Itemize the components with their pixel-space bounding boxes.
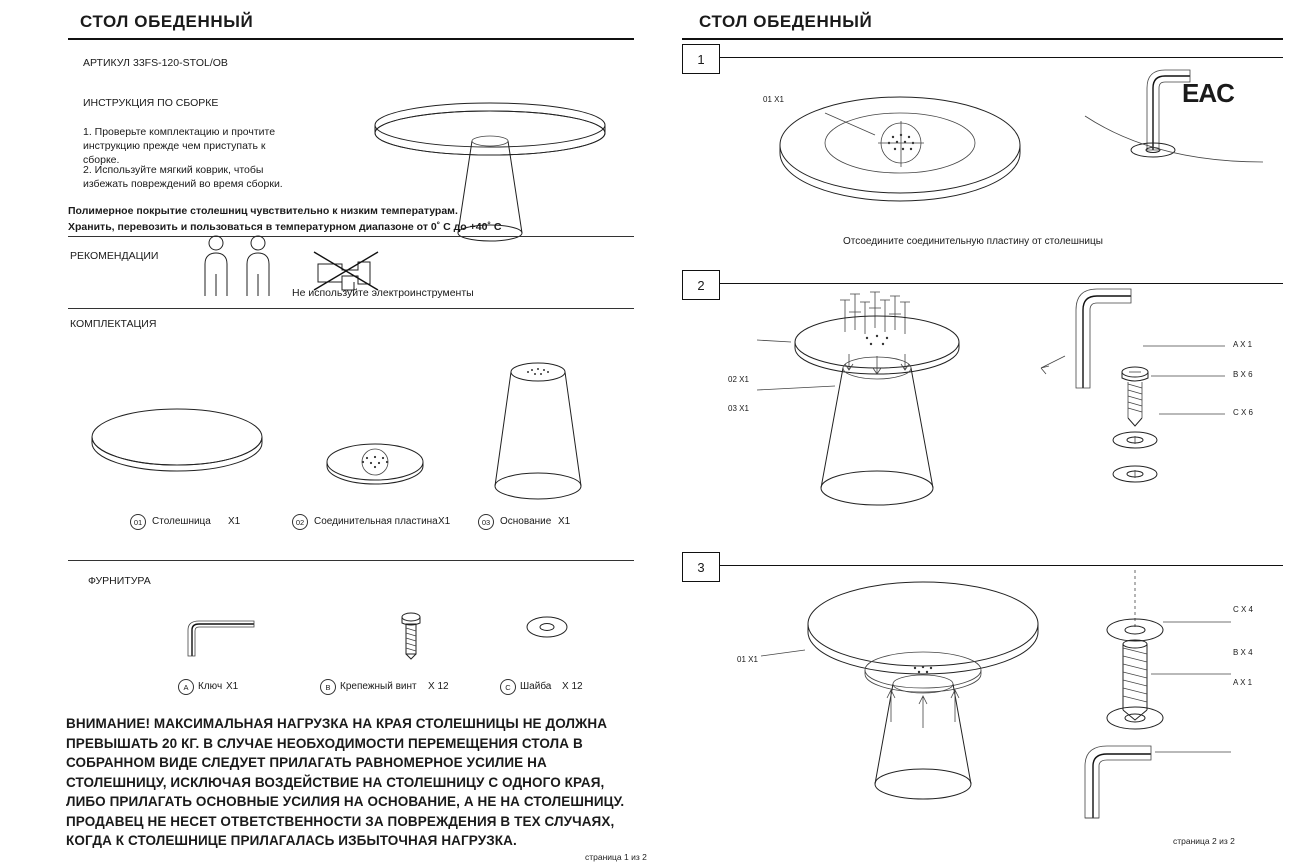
step-3-number: 3 bbox=[682, 552, 720, 582]
step-3-hardware-b: B X 4 bbox=[1233, 648, 1253, 657]
hardware-c-label: Шайба bbox=[520, 681, 552, 692]
part-01-label: Столешница bbox=[152, 516, 211, 527]
recommendations-divider bbox=[68, 236, 634, 237]
instruction-item-1: 1. Проверьте комплектацию и прочтите инструкцию прежде чем приступать к сборке. bbox=[83, 126, 276, 167]
step-2-hardware-c: C X 6 bbox=[1233, 408, 1254, 417]
step-2-rule bbox=[682, 283, 1283, 284]
hardware-b-label: Крепежный винт bbox=[340, 681, 417, 692]
hardware-a-label: Ключ bbox=[198, 681, 223, 692]
screw-illustration bbox=[398, 608, 424, 660]
part-01-qty: X1 bbox=[228, 516, 241, 527]
hardware-a-badge: A bbox=[178, 679, 194, 695]
instruction-item-2: 2. Используйте мягкий коврик, чтобы избежать повреждений во время сборки. bbox=[83, 164, 283, 191]
two-persons-icon bbox=[200, 234, 280, 296]
right-title-divider bbox=[682, 38, 1283, 40]
step-2-number: 2 bbox=[682, 270, 720, 300]
part-01-badge: 01 bbox=[130, 514, 146, 530]
hardware-divider bbox=[68, 560, 634, 561]
instruction-heading: ИНСТРУКЦИЯ ПО СБОРКЕ bbox=[83, 97, 219, 109]
hardware-a-qty: X1 bbox=[226, 681, 239, 692]
hardware-b-qty: X 12 bbox=[428, 681, 449, 692]
warning-text: ВНИМАНИЕ! МАКСИМАЛЬНАЯ НАГРУЗКА НА КРАЯ СТОЛЕШНИЦЫ НЕ ДОЛЖНА ПРЕВЫШАТЬ 20 КГ. В СЛУЧАЕ НЕОБХОДИМОСТИ ПЕРЕМЕЩЕНИЯ СТОЛА В СОБРАННОМ ВИДЕ СЛЕДУЕТ ПРИЛАГАТЬ РАВНОМЕРНОЕ УСИЛИЕ НА СТОЛЕШНИЦУ, ИСКЛЮЧАЯ ВОЗДЕЙСТВИЕ НА СТОЛЕШНИЦУ С ОДНОГО КРАЯ, ЛИБО ПРИЛАГАТЬ ОСНОВНЫЕ УСИЛИЯ НА ОСНОВАНИЕ, А НЕ НА СТОЛЕШНИЦУ. ПРОДАВЕЦ НЕ НЕСЕТ ОТВЕТСТВЕННОСТИ ЗА ПОВРЕЖДЕНИЯ В ТЕХ СЛУЧАЯХ, КОГДА К СТОЛЕШНИЦЕ ПРИЛАГАЛАСЬ ИЗБЫТОЧНАЯ НАГРУЗКА. bbox=[66, 716, 625, 849]
step-2-hardware-illustration bbox=[1035, 288, 1265, 518]
part-02-badge: 02 bbox=[292, 514, 308, 530]
part-02-label: Соединительная пластина bbox=[314, 516, 438, 527]
hardware-b-badge: B bbox=[320, 679, 336, 695]
table-overview-illustration bbox=[370, 55, 620, 200]
step-1-tool-illustration bbox=[1085, 58, 1265, 168]
part-03-badge: 03 bbox=[478, 514, 494, 530]
step-3-callout-01: 01 X1 bbox=[737, 655, 758, 664]
right-page-title: СТОЛ ОБЕДЕННЫЙ bbox=[699, 12, 873, 31]
part-plate-illustration bbox=[325, 440, 425, 488]
hardware-heading: ФУРНИТУРА bbox=[88, 575, 151, 587]
step-1-number: 1 bbox=[682, 44, 720, 74]
step-1-callout-01: 01 X1 bbox=[763, 95, 784, 104]
part-03-label: Основание bbox=[500, 516, 552, 527]
step-3-hardware-a: A X 1 bbox=[1233, 678, 1253, 687]
parts-heading: КОМПЛЕКТАЦИЯ bbox=[70, 318, 157, 330]
hardware-c-qty: X 12 bbox=[562, 681, 583, 692]
step-2-hardware-b: B X 6 bbox=[1233, 370, 1253, 379]
right-page bbox=[655, 0, 1300, 867]
parts-divider bbox=[68, 308, 634, 309]
right-page-footer: страница 2 из 2 bbox=[1173, 836, 1235, 846]
step-1-tabletop-illustration bbox=[765, 75, 1035, 220]
temperature-note-line1: Полимерное покрытие столешниц чувствительно к низким температурам. bbox=[68, 205, 458, 217]
step-3-assembly-illustration bbox=[783, 572, 1063, 822]
step-2-hardware-a: A X 1 bbox=[1233, 340, 1253, 349]
washer-illustration bbox=[526, 614, 568, 640]
allen-key-illustration bbox=[182, 608, 262, 660]
title-divider bbox=[68, 38, 634, 40]
step-2-callout-02: 02 X1 bbox=[728, 375, 749, 384]
part-base-illustration bbox=[490, 358, 590, 503]
left-page-footer: страница 1 из 2 bbox=[585, 852, 647, 862]
step-3-hardware-illustration bbox=[1035, 588, 1265, 838]
recommendations-heading: РЕКОМЕНДАЦИИ bbox=[70, 250, 159, 262]
step-3-hardware-c: C X 4 bbox=[1233, 605, 1254, 614]
article-label: АРТИКУЛ bbox=[83, 57, 130, 69]
hardware-c-badge: C bbox=[500, 679, 516, 695]
temperature-note-line2: Хранить, перевозить и пользоваться в температурном диапазоне от 0˚ С до +40˚ С bbox=[68, 221, 502, 233]
step-1-caption: Отсоедините соединительную пластину от столешницы bbox=[843, 236, 1103, 247]
step-2-assembly-illustration bbox=[785, 290, 1045, 525]
no-power-tools-label: Не используйте электроинструменты bbox=[292, 287, 474, 299]
eac-mark: EAC bbox=[1182, 78, 1234, 108]
step-1-rule bbox=[682, 57, 1283, 58]
article-value: 33FS-120-STOL/OB bbox=[133, 57, 228, 69]
left-page-title: СТОЛ ОБЕДЕННЫЙ bbox=[80, 12, 254, 31]
part-03-qty: X1 bbox=[558, 516, 571, 527]
part-02-qty: X1 bbox=[438, 516, 451, 527]
step-2-callout-03: 03 X1 bbox=[728, 404, 749, 413]
step-3-rule bbox=[682, 565, 1283, 566]
part-tabletop-illustration bbox=[90, 405, 265, 475]
